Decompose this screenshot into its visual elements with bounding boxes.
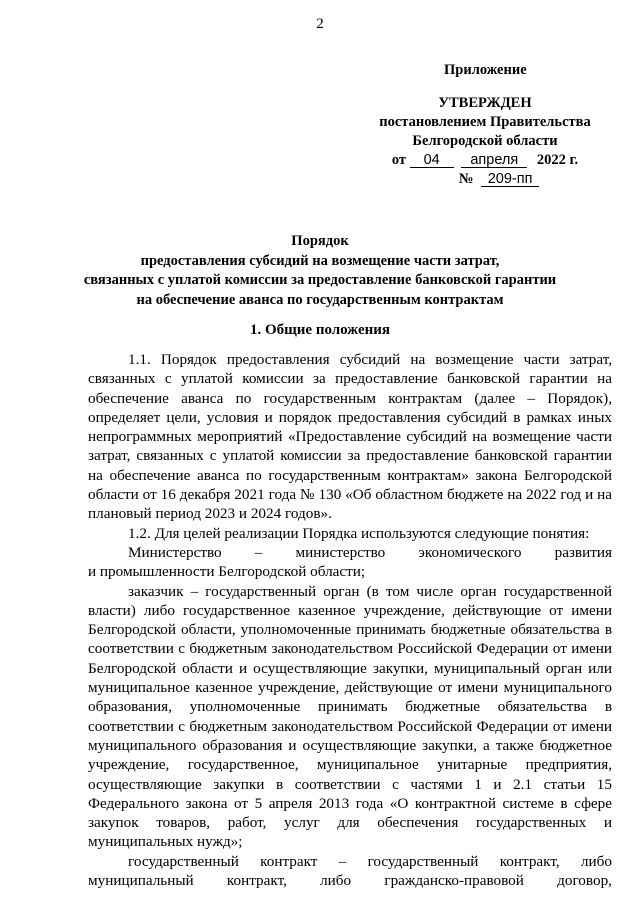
approval-block <box>360 94 610 189</box>
number-value: 209-пп <box>481 172 539 187</box>
definition-ministry-rest: и промышленности Белгородской области; <box>88 563 366 581</box>
definition-ministry-line <box>88 543 612 562</box>
approved-label: УТВЕРЖДЕН <box>438 95 532 111</box>
word: либо <box>580 852 612 870</box>
definition-customer: заказчик – государственный орган (в том числе орган государственной власти) либо государственное казенное учреждение, действующие от имени Белгородской области, уполномоченные принимать бюджетные обязательства в соответствии с бюджетным законодательством Российской Федерации от имени Белгородской области и осуществляющие закупки, муниципальный орган или муниципальное казенное учреждение, действующие от имени муниципального образования, уполномоченные принимать бюджетные обязательства в соответствии с бюджетным законодательством Российской Федерации от имени муниципального образования и осуществляющие закупки, а также бюджетное учреждение, государственное, муниципальное унитарные предприятия, осуществляющие закупки в соответствии с частями 1 и 2.1 статьи 15 Федерального закона от 5 апреля 2013 года «О контрактной системе в сфере закупок товаров, работ, услуг для обеспечения государственных и муниципальных нужд»; <box>88 582 612 851</box>
word: государственный <box>128 852 239 870</box>
definition-contract-line-2 <box>88 871 612 890</box>
appendix-label: Приложение <box>444 62 527 78</box>
paragraph-1-1: 1.1. Порядок предоставления субсидий на возмещение части затрат, связанных с уплатой комиссии за предоставление банковской гарантии на обеспечение аванса по государственным контрактам (далее – Порядок), определяет цели, условия и порядок предоставления субсидий в рамках иных непрограммных мероприятий «Предоставление субсидий на возмещение части затрат, связанных с уплатой комиссии за предоставление банковской гарантии на обеспечение аванса по государственным контрактам» закона Белгородской области от 16 декабря 2021 года № 130 «Об областном бюджете на 2022 год и на плановый период 2023 и 2024 годов». <box>88 351 612 523</box>
word: либо <box>320 872 352 890</box>
document-title <box>0 232 640 310</box>
definition-contract-line <box>88 852 612 871</box>
date-month: апреля <box>461 153 527 168</box>
word: контракт <box>260 852 318 870</box>
date-day: 04 <box>410 153 454 168</box>
word: министерство <box>295 543 386 561</box>
word: Министерство <box>128 543 222 561</box>
title-line-3: связанных с уплатой комиссии за предоставление банковской гарантии <box>83 272 557 288</box>
word: – <box>338 852 347 870</box>
word: контракт, <box>226 872 287 890</box>
approved-by-line2: Белгородской области <box>412 133 558 149</box>
word: контракт, <box>499 852 560 870</box>
date-prefix: от <box>391 152 407 168</box>
date-year: 2022 г. <box>536 152 579 168</box>
approval-date <box>360 151 610 170</box>
word: экономического <box>418 543 522 561</box>
approved-by-line1: постановлением Правительства <box>379 114 591 130</box>
word: гражданско-правовой <box>384 872 524 890</box>
word: муниципальный <box>88 872 194 890</box>
title-line-2: предоставления субсидий на возмещение части затрат, <box>140 252 500 269</box>
number-prefix: № <box>458 171 474 187</box>
section-heading: 1. Общие положения <box>249 322 391 338</box>
word: – <box>254 543 263 561</box>
paragraph-1-2: 1.2. Для целей реализации Порядка используются следующие понятия: <box>128 524 590 542</box>
approval-number <box>360 170 610 189</box>
title-line-4: на обеспечение аванса по государственным контрактам <box>136 291 504 308</box>
title-line-1: Порядок <box>291 233 349 249</box>
document-body <box>88 350 612 890</box>
word: договор, <box>557 872 612 890</box>
word: развития <box>554 543 612 561</box>
word: государственный <box>367 852 479 870</box>
page-number: 2 <box>316 16 324 32</box>
